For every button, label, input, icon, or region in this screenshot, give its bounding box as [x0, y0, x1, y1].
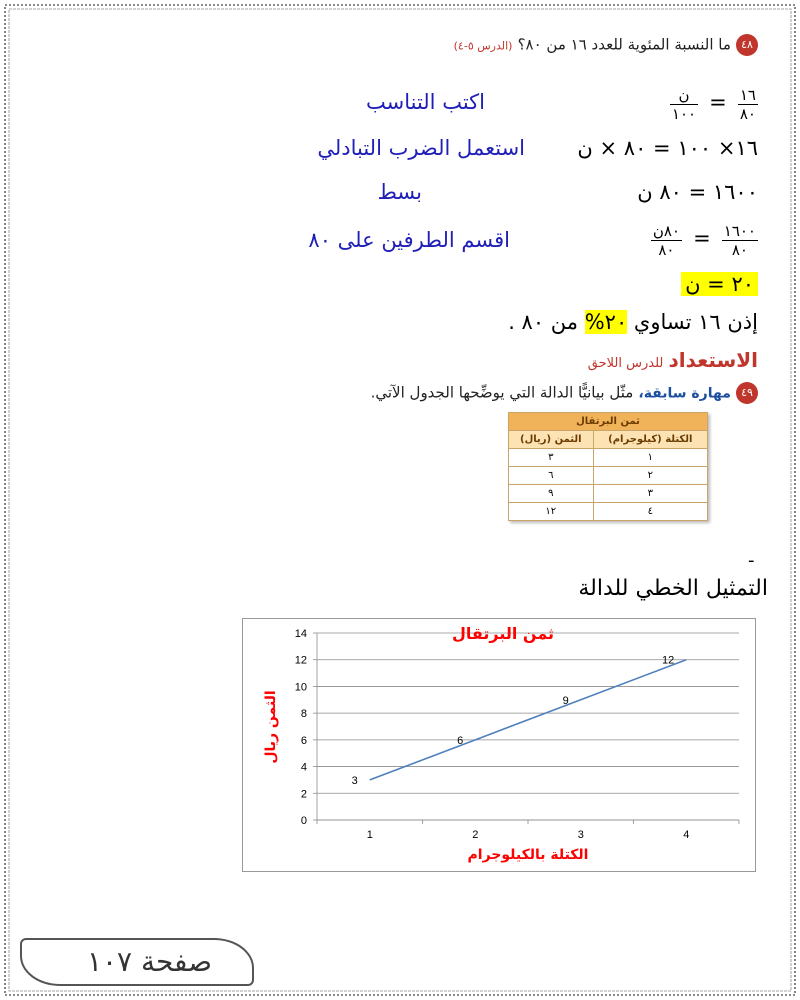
y-tick-label: 12 [294, 654, 307, 667]
graph-heading: التمثيل الخطي للدالة [578, 576, 768, 601]
y-tick-label: 0 [300, 815, 307, 827]
orange-price-table-wrap [508, 412, 708, 521]
question-number-badge: ٤٨ [736, 34, 758, 56]
conclusion: إذن ١٦ تساوي ٢٠% من ٨٠ . [508, 310, 758, 334]
fraction-right: $\frac{\text{٨٠ن}}{٨٠}$ [652, 222, 680, 259]
y-tick-label: 2 [300, 788, 307, 801]
step4-equation: $\frac{\text{٨٠ن}}{٨٠}$ = $\frac{١٦٠٠}{٨٠}$ [652, 222, 756, 259]
data-label: 12 [662, 654, 675, 667]
step2-explanation: استعمل الضرب التبادلي [317, 136, 525, 160]
fraction-left: $\frac{١٦٠٠}{٨٠}$ [723, 222, 756, 259]
y-tick-label: 4 [300, 761, 307, 774]
chart-title: ثمن البرتقال [451, 624, 555, 643]
y-tick-label: 10 [294, 681, 307, 694]
line-chart [242, 618, 756, 872]
data-label: 6 [457, 734, 464, 747]
table-row: ٢ ٦ [509, 467, 708, 485]
highlighted-percent: ٢٠% [584, 310, 628, 334]
data-label: 3 [351, 774, 358, 787]
series-line [370, 660, 687, 780]
x-axis-label: الكتلة بالكيلوجرام [467, 847, 589, 863]
x-tick-label: 1 [366, 829, 373, 841]
table-caption: ثمن البرتقال [509, 413, 708, 431]
dash-mark: - [748, 550, 755, 571]
step4-explanation: اقسم الطرفين على ٨٠ [308, 228, 510, 252]
step1-explanation: اكتب التناسب [366, 90, 485, 114]
question-48 [454, 34, 758, 56]
x-tick-label: 4 [683, 829, 690, 841]
y-tick-label: 14 [294, 628, 307, 640]
x-tick-label: 3 [577, 829, 584, 841]
table-header: الكتلة (كيلوجرام) [593, 431, 707, 449]
orange-price-table [508, 412, 708, 521]
step2-equation: ١٦× ١٠٠ = ٨٠ × ن [577, 136, 758, 160]
y-axis-label: الثمن ريال [263, 690, 279, 764]
question-text: مثّل بيانيًّا الدالة التي يوضِّحها الجدول الآتي. [370, 383, 634, 402]
step1-equation: $\frac{\text{ن}}{١٠٠}$ = $\frac{١٦}{٨٠}$ [671, 86, 756, 123]
fraction-right: $\frac{\text{ن}}{١٠٠}$ [671, 86, 697, 123]
lesson-reference: (الدرس ٥-٤) [453, 39, 513, 53]
y-tick-label: 8 [300, 708, 307, 721]
fraction-left: $\frac{١٦}{٨٠}$ [739, 86, 756, 123]
page-label: صفحة ١٠٧ [86, 945, 212, 978]
table-header: الثمن (ريال) [509, 431, 594, 449]
step3-equation: ١٦٠٠ = ٨٠ ن [637, 180, 758, 204]
table-row: ٤ ١٢ [509, 503, 708, 521]
prep-subtitle: للدرس اللاحق [587, 356, 664, 371]
page-number-tab [20, 938, 254, 986]
question-49 [371, 382, 758, 404]
table-row: ١ ٣ [509, 449, 708, 467]
skill-label: مهارة سابقة، [638, 385, 731, 402]
prep-title: الاستعداد [668, 348, 758, 372]
x-tick-label: 2 [472, 829, 479, 841]
question-number-badge: ٤٩ [736, 382, 758, 404]
chart-svg [243, 619, 755, 871]
data-label: 9 [562, 694, 569, 707]
prep-section-header [588, 348, 758, 372]
table-row: ٣ ٩ [509, 485, 708, 503]
step3-explanation: بسط [377, 180, 422, 204]
y-tick-label: 6 [300, 734, 307, 747]
question-text: ما النسبة المئوية للعدد ١٦ من ٨٠؟ [517, 35, 731, 54]
step5-result: ٢٠ = ن [681, 272, 758, 296]
